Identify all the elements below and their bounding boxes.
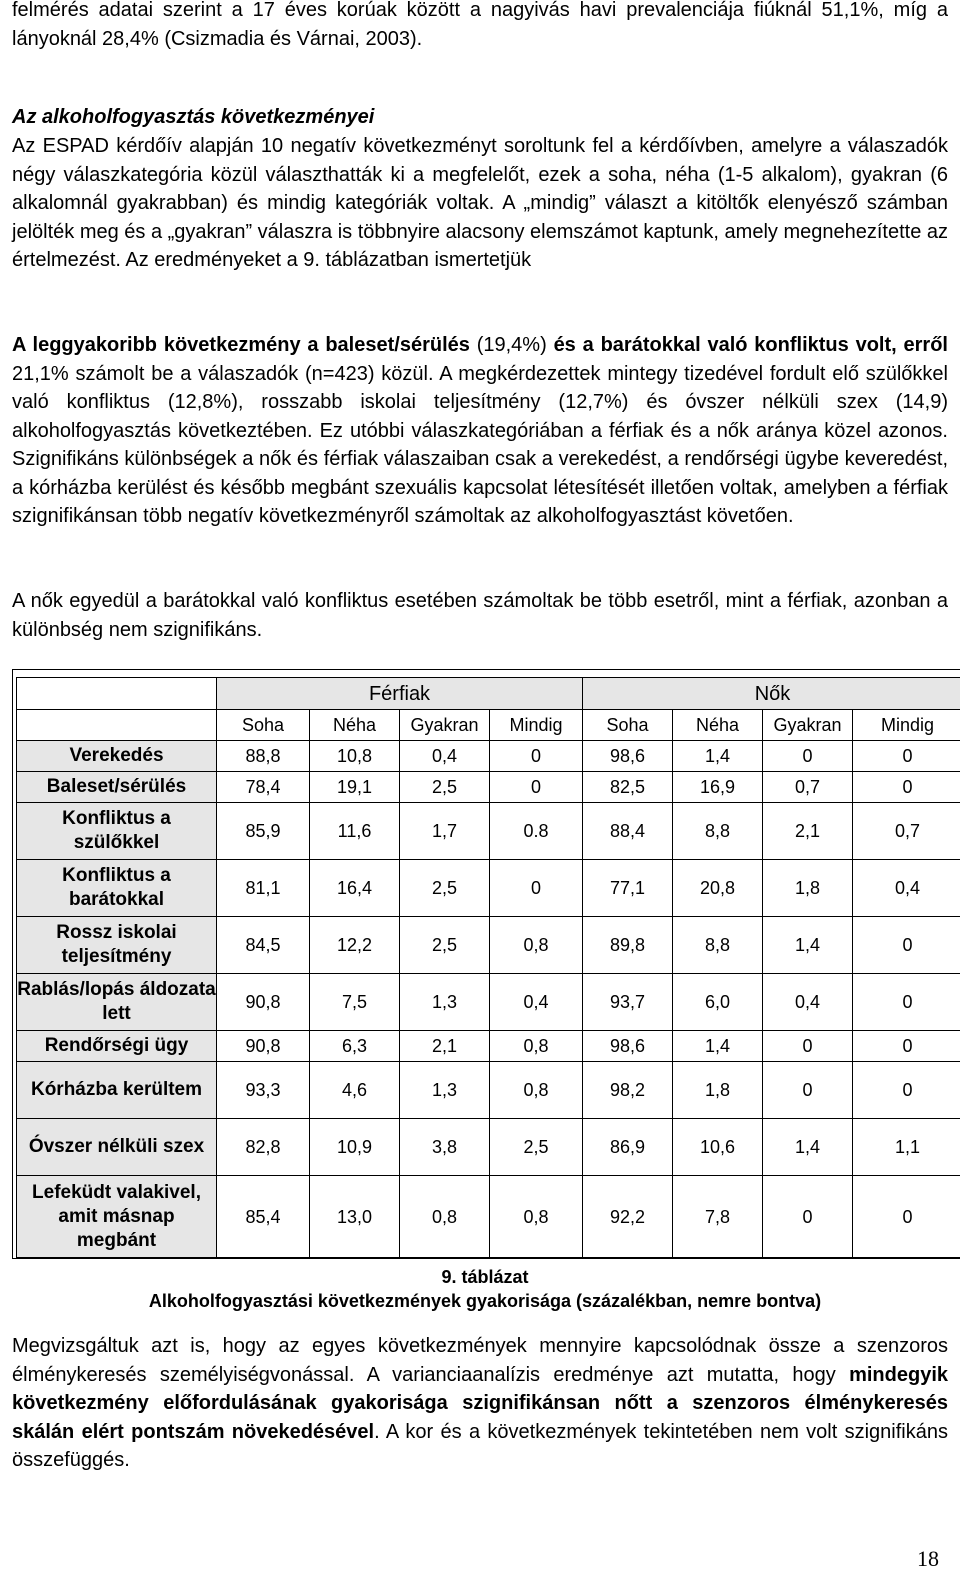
table-cell: 13,0 (310, 1176, 400, 1258)
table-cell: 0 (853, 1031, 960, 1062)
table-cell: 0,8 (400, 1176, 490, 1258)
table-cell: 2,5 (400, 917, 490, 974)
row-label: Konfliktus a szülőkkel (17, 803, 217, 860)
table-cell: 1,3 (400, 1062, 490, 1119)
row-label: Óvszer nélküli szex (17, 1119, 217, 1176)
table-cell: 0 (853, 974, 960, 1031)
table-cell: 0,4 (490, 974, 583, 1031)
intro-paragraph: felmérés adatai szerint a 17 éves korúak között a nagyivás havi prevalenciája fiúknál 51,1%, míg a lányoknál 28,4% (Csizmadia és Várnai, 2003). (12, 0, 948, 50)
table-cell: 0 (763, 1062, 853, 1119)
table-cell: 0,8 (490, 1176, 583, 1258)
table-cell: 0,8 (490, 1031, 583, 1062)
table-cell: 0 (853, 1062, 960, 1119)
table-cell: 0 (853, 741, 960, 772)
table-cell: 4,6 (310, 1062, 400, 1119)
table-cell: 0 (490, 741, 583, 772)
table-row (17, 803, 960, 860)
table-cell: 7,8 (673, 1176, 763, 1258)
table-cell: 1,4 (673, 1031, 763, 1062)
table-cell: 0,4 (853, 860, 960, 917)
subheader: Gyakran (400, 710, 490, 741)
table-cell: 84,5 (217, 917, 310, 974)
table-cell: 0,7 (763, 772, 853, 803)
table-cell: 6,3 (310, 1031, 400, 1062)
result-text-2: 21,1% számolt be a válaszadók (n=423) közül. A megkérdezettek mintegy tizedével fordult elő szülőkkel való konfliktus (12,8%), rosszabb iskolai teljesítmény (12,7%) és óvszer nélküli szex (14,9) alkoholfogyasztás következtében. Ez utóbbi válaszkategóriában a férfiak és a nők aránya közel azonos. Szignifikáns különbségek a nők és férfiak válaszaiban csak a verekedést, a rendőrségi ügybe keveredést, a kórházba kerülést és később megbánt szexuális kapcsolat létesítését illetően voltak, amelyben a férfiak szignifikánsan több negatív következményről számoltak az alkoholfogyasztást követően. (12, 362, 948, 527)
result-paragraph (12, 331, 948, 531)
table-body (17, 741, 960, 1258)
table-cell: 2,1 (763, 803, 853, 860)
row-label: Rablás/lopás áldozata lett (17, 974, 217, 1031)
table-cell: 1,4 (673, 741, 763, 772)
table-cell: 8,8 (673, 803, 763, 860)
table-cell: 93,7 (583, 974, 673, 1031)
conclusion-text-1: Megvizsgáltuk azt is, hogy az egyes következmények mennyire kapcsolódnak össze a szenzoros élménykeresés személyiségvonással. A varianciaanalízis eredménye azt mutatta, hogy (12, 1335, 948, 1386)
table-cell: 3,8 (400, 1119, 490, 1176)
table-cell: 1,4 (763, 1119, 853, 1176)
espad-paragraph: Az ESPAD kérdőív alapján 10 negatív következményt soroltunk fel a kérdőívben, amelyre a válaszadók négy válaszkategória közül választhatták ki a megfelelőt, ezek a soha, néha (1-5 alkalom), gyakran (6 alkalomnál gyakrabban) és mindig kategóriák voltak. A „mindig” választ a kitöltők elenyésző számban jelölték meg és a „gyakran” válaszra is többnyire alacsony elemszámot kaptunk, amely megnehezítette az értelmezést. Az eredményeket a 9. táblázatban ismertetjük (12, 135, 949, 271)
table-cell: 1,4 (763, 917, 853, 974)
subheader: Néha (310, 710, 400, 741)
table-cell: 81,1 (217, 860, 310, 917)
table-cell: 0 (763, 1176, 853, 1258)
table-cell: 0,4 (763, 974, 853, 1031)
table-cell: 98,6 (583, 1031, 673, 1062)
table-row (17, 974, 960, 1031)
table-cell: 0 (853, 1176, 960, 1258)
table-cell: 2,1 (400, 1031, 490, 1062)
table-cell: 85,9 (217, 803, 310, 860)
table-cell: 86,9 (583, 1119, 673, 1176)
table-cell: 1,7 (400, 803, 490, 860)
table-caption (12, 1265, 958, 1313)
caption-number: 9. táblázat (441, 1267, 529, 1287)
result-text-1: (19,4%) (469, 334, 554, 356)
consequences-table (16, 677, 960, 1258)
table-cell: 10,9 (310, 1119, 400, 1176)
table-cell: 0,4 (400, 741, 490, 772)
table-cell: 88,4 (583, 803, 673, 860)
table-cell: 0 (853, 772, 960, 803)
row-label: Rossz iskolai teljesítmény (17, 917, 217, 974)
table-row (17, 772, 960, 803)
table-cell: 0 (490, 860, 583, 917)
table-cell: 16,9 (673, 772, 763, 803)
row-label: Verekedés (17, 741, 217, 772)
table-cell: 82,8 (217, 1119, 310, 1176)
table-cell: 0 (763, 741, 853, 772)
row-label: Lefeküdt valakivel, amit másnap megbánt (17, 1176, 217, 1258)
group-header-ferfiak: Férfiak (217, 678, 583, 710)
conclusion-bold: mindegyik következmény előfordulásának gyakorisága szignifikánsan nőtt a szenzoros élménykeresés skálán elért pontszám növekedésével (12, 1363, 948, 1443)
row-label: Kórházba kerültem (17, 1062, 217, 1119)
table-cell: 1,8 (763, 860, 853, 917)
row-label: Rendőrségi ügy (17, 1031, 217, 1062)
conclusion-paragraph (12, 1332, 948, 1475)
table-cell: 12,2 (310, 917, 400, 974)
table-cell: 19,1 (310, 772, 400, 803)
table-cell: 20,8 (673, 860, 763, 917)
table-row (17, 1031, 960, 1062)
group-header-nok: Nők (583, 678, 960, 710)
table-cell: 11,6 (310, 803, 400, 860)
caption-title: Alkoholfogyasztási következmények gyakorisága (százalékban, nemre bontva) (148, 1291, 822, 1311)
row-label: Konfliktus a barátokkal (17, 860, 217, 917)
table-cell: 0 (853, 917, 960, 974)
table-row (17, 741, 960, 772)
table-cell: 1,3 (400, 974, 490, 1031)
row-label: Baleset/sérülés (17, 772, 217, 803)
conclusion-text-2: . A kor és a következmények tekintetében nem volt szignifikáns összefüggés. (12, 1420, 948, 1471)
result-bold-1: A leggyakoribb következmény a baleset/sérülés (12, 334, 470, 356)
table-cell: 1,1 (853, 1119, 960, 1176)
subheader: Soha (217, 710, 310, 741)
table-cell: 2,5 (490, 1119, 583, 1176)
table-row (17, 1176, 960, 1258)
table-cell: 89,8 (583, 917, 673, 974)
table-cell: 90,8 (217, 974, 310, 1031)
table-corner-cell (17, 678, 217, 710)
table-cell: 6,0 (673, 974, 763, 1031)
table-cell: 1,8 (673, 1062, 763, 1119)
table-cell: 77,1 (583, 860, 673, 917)
table-cell: 16,4 (310, 860, 400, 917)
table-cell: 98,2 (583, 1062, 673, 1119)
table-cell: 10,8 (310, 741, 400, 772)
table-row (17, 917, 960, 974)
result-bold-2: és a barátokkal való konfliktus volt, erről (553, 334, 948, 356)
table-cell: 92,2 (583, 1176, 673, 1258)
table-cell: 93,3 (217, 1062, 310, 1119)
table-cell: 2,5 (400, 860, 490, 917)
subheader: Mindig (490, 710, 583, 741)
table-cell: 98,6 (583, 741, 673, 772)
table-cell: 0,8 (490, 1062, 583, 1119)
table-cell: 0 (490, 772, 583, 803)
table-cell: 10,6 (673, 1119, 763, 1176)
table-cell: 2,5 (400, 772, 490, 803)
table-cell: 0 (763, 1031, 853, 1062)
table-cell: 88,8 (217, 741, 310, 772)
subheader: Mindig (853, 710, 960, 741)
table-cell: 78,4 (217, 772, 310, 803)
table-row (17, 1119, 960, 1176)
table-row (17, 1062, 960, 1119)
table-row (17, 860, 960, 917)
table-cell: 8,8 (673, 917, 763, 974)
subheader: Soha (583, 710, 673, 741)
table-cell: 85,4 (217, 1176, 310, 1258)
subheader: Gyakran (763, 710, 853, 741)
table-corner-cell-2 (17, 710, 217, 741)
page-number: 18 (917, 1546, 939, 1571)
table-cell: 0.8 (490, 803, 583, 860)
table-cell: 7,5 (310, 974, 400, 1031)
table-cell: 82,5 (583, 772, 673, 803)
table-cell: 0,7 (853, 803, 960, 860)
subheader: Néha (673, 710, 763, 741)
section-heading: Az alkoholfogyasztás következményei (12, 106, 375, 128)
female-paragraph: A nők egyedül a barátokkal való konfliktus esetében számoltak be több esetről, mint a férfiak, azonban a különbség nem szignifikáns. (12, 590, 948, 641)
table-cell: 90,8 (217, 1031, 310, 1062)
table-cell: 0,8 (490, 917, 583, 974)
